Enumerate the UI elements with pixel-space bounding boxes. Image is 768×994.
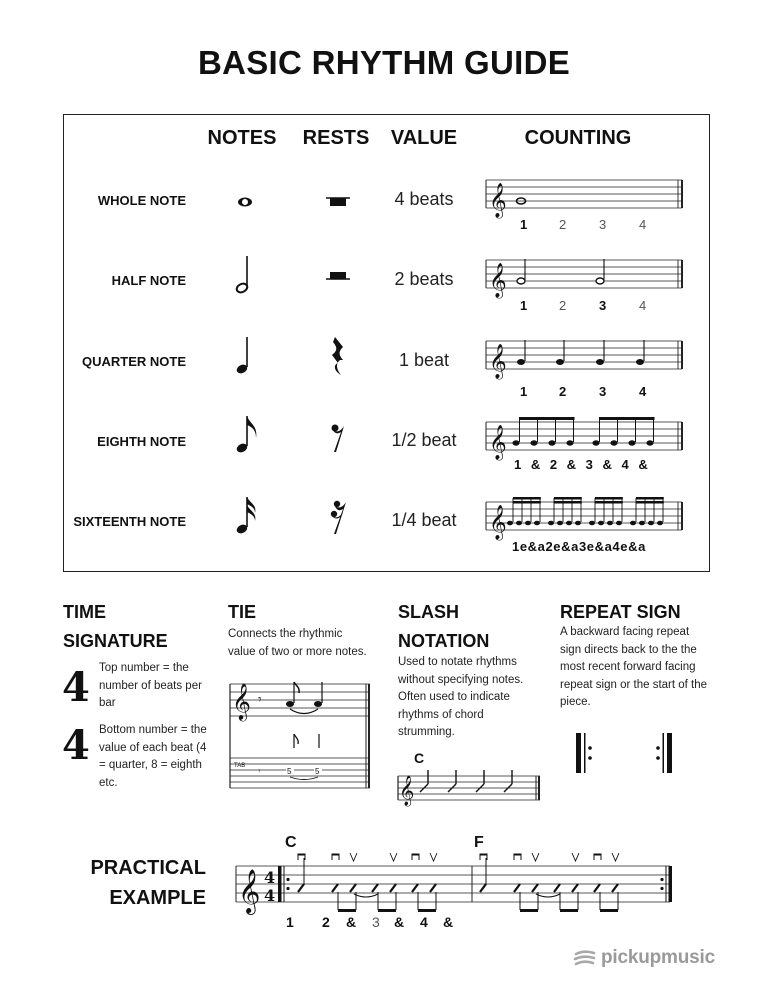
col-counting: COUNTING <box>524 127 632 149</box>
practical-heading-2: EXAMPLE <box>109 887 206 909</box>
sixteenth-beam-2-a <box>595 497 623 500</box>
half-note-mark-0 <box>517 278 525 284</box>
counting-row-quarter <box>480 384 690 400</box>
sixteenth-note-mark-4 <box>548 521 554 526</box>
counting-row-half <box>480 298 690 314</box>
eighth-note-mark-0 <box>512 440 519 445</box>
value-sixteenth: 1/4 beat <box>391 510 457 530</box>
slash-beam-b1-0 <box>520 909 538 912</box>
sixteenth-note-mark-5 <box>557 521 563 526</box>
practical-count-1: 2 <box>322 914 330 930</box>
eighth-beam-2 <box>599 417 655 420</box>
sixteenth-note-mark-2 <box>525 521 531 526</box>
quarter-note-icon <box>220 331 270 381</box>
count-beat-0-2: 3 <box>599 217 607 232</box>
brand-name: pickupmusic <box>601 947 715 968</box>
tab-label: TAB <box>234 763 246 769</box>
counting-row-whole <box>480 217 690 233</box>
slash-beam-b1-2 <box>600 909 618 912</box>
slash-note-b1-3 <box>554 884 560 892</box>
tab-fret-1: 5 <box>287 767 292 776</box>
count-beat-1-1: 2 <box>559 298 567 313</box>
counting-staff-4 <box>486 497 682 541</box>
practical-chord-2: F <box>474 834 484 851</box>
upstroke-icon <box>350 853 357 861</box>
eighth-note-mark-4 <box>592 440 599 445</box>
row-label-half: HALF NOTE <box>111 273 186 288</box>
time-sig-bottom-desc: Bottom number = the value of each beat (4 = quarter, 8 = eighth etc. <box>99 724 207 789</box>
sixteenth-note-mark-14 <box>648 521 654 526</box>
slash-note-b1-0 <box>480 884 486 892</box>
sixteenth-beam-1-a <box>554 497 582 500</box>
practical-count-3: 3 <box>372 914 380 930</box>
practical-count-0: 1 <box>286 914 294 930</box>
half-note-icon <box>220 250 270 300</box>
svg-text:𝄞: 𝄞 <box>399 776 415 806</box>
time-sig-bottom-number: 4 <box>62 722 90 769</box>
slash-note-b0-2 <box>350 884 356 892</box>
quarter-note-mark-3 <box>636 359 644 365</box>
treble-clef-icon: 𝄞 <box>238 869 261 913</box>
slash-tie-b0 <box>354 894 378 897</box>
row-label-whole: WHOLE NOTE <box>97 193 186 208</box>
sixteenth-note-mark-10 <box>607 521 613 526</box>
sixteenth-beam-3-a <box>636 497 664 500</box>
practical-count-2: & <box>346 914 357 930</box>
col-notes: NOTES <box>207 127 277 149</box>
sixteenth-note-mark-11 <box>616 521 622 526</box>
slash-example-notation <box>396 770 542 810</box>
practical-heading-1: PRACTICAL <box>90 857 206 879</box>
practical-repeat-dot-1 <box>286 878 289 881</box>
treble-clef-icon: 𝄞 <box>489 425 507 460</box>
value-eighth: 1/2 beat <box>391 430 457 450</box>
upstroke-icon <box>430 853 437 861</box>
repeat-heading: REPEAT SIGN <box>560 602 681 622</box>
eighth-note-icon <box>220 410 270 460</box>
count-beat-0-3: 4 <box>639 217 647 232</box>
eighth-note-mark-7 <box>646 440 653 445</box>
svg-text:𝄾: 𝄾 <box>258 692 262 708</box>
treble-clef-icon: 𝄞 <box>489 263 507 298</box>
eighth-note-mark-1 <box>530 440 537 445</box>
sixteenth-beam-2-b <box>595 501 623 504</box>
svg-text:𝄞: 𝄞 <box>232 682 251 720</box>
forward-repeat-sign-icon <box>572 731 604 775</box>
slash-beam-b0-0 <box>338 909 356 912</box>
sixteenth-note-mark-15 <box>657 521 663 526</box>
quarter-rest-icon <box>313 333 363 383</box>
sixteenth-beam-0-b <box>513 501 541 504</box>
practical-count-5: 4 <box>420 914 428 930</box>
sixteenth-beam-3-b <box>636 501 664 504</box>
counting-eighth: 1 & 2 & 3 & 4 & <box>514 457 649 472</box>
sixteenth-note-mark-12 <box>630 521 636 526</box>
eighth-note-mark-2 <box>548 440 555 445</box>
counting-staff-0 <box>486 180 682 219</box>
sixteenth-note-mark-9 <box>598 521 604 526</box>
slash-note-b1-6 <box>612 884 618 892</box>
time-sig-top-number: 4 <box>62 664 90 711</box>
slash-beam-b0-1 <box>378 909 396 912</box>
practical-counting <box>234 914 674 934</box>
slash-note-b0-5 <box>412 884 418 892</box>
eighth-note-mark-3 <box>566 440 573 445</box>
sixteenth-note-mark-3 <box>534 521 540 526</box>
backward-repeat-sign-icon <box>650 731 682 775</box>
upstroke-icon <box>572 853 579 861</box>
practical-count-6: & <box>443 914 454 930</box>
downstroke-bar-icon <box>480 854 487 856</box>
practical-time-sig-bottom: 4 <box>264 886 276 905</box>
sixteenth-note-mark-1 <box>516 521 522 526</box>
slash-note-b0-4 <box>390 884 396 892</box>
whole-rest-icon <box>313 178 363 228</box>
count-beat-0-0: 1 <box>520 217 528 232</box>
sixteenth-note-mark-13 <box>639 521 645 526</box>
sixteenth-note-mark-6 <box>566 521 572 526</box>
quarter-note-mark-2 <box>596 359 604 365</box>
half-rest-icon <box>313 258 363 308</box>
count-beat-1-2: 3 <box>599 298 607 313</box>
time-sig-top-desc: Top number = the number of beats per bar <box>99 662 202 709</box>
counting-sixteenth: 1e&a2e&a3e&a4e&a <box>512 539 646 554</box>
count-beat-2-1: 2 <box>559 384 567 399</box>
count-beat-0-1: 2 <box>559 217 567 232</box>
eighth-note-mark-5 <box>610 440 617 445</box>
downstroke-bar-icon <box>298 854 305 856</box>
count-beat-2-2: 3 <box>599 384 607 399</box>
slash-note-b1-5 <box>594 884 600 892</box>
pickupmusic-logo-icon <box>572 947 598 971</box>
half-note-mark-1 <box>596 278 604 284</box>
tie-example-notation <box>226 676 374 796</box>
practical-repeat-start-thick <box>278 866 282 902</box>
page-title: BASIC RHYTHM GUIDE <box>197 44 571 81</box>
upstroke-icon <box>612 853 619 861</box>
eighth-rest-icon <box>313 414 363 464</box>
practical-repeat-end-dot-2 <box>660 887 663 890</box>
sixteenth-note-mark-8 <box>589 521 595 526</box>
practical-chord-1: C <box>285 834 297 851</box>
tie-heading: TIE <box>228 602 257 622</box>
downstroke-bar-icon <box>412 854 419 856</box>
slash-chord-label: C <box>414 750 425 766</box>
practical-example-notation <box>234 852 674 918</box>
eighth-beam-1 <box>519 417 575 420</box>
sixteenth-rest-icon <box>313 494 363 544</box>
counting-staff-1 <box>486 259 682 299</box>
count-beat-2-3: 4 <box>639 384 647 399</box>
slash-note-b1-2 <box>532 884 538 892</box>
counting-staff-2 <box>486 340 682 380</box>
whole-note-icon <box>220 178 270 228</box>
col-value: VALUE <box>390 127 458 149</box>
slash-note-b1-4 <box>572 884 578 892</box>
sixteenth-beam-0-a <box>513 497 541 500</box>
slash-tie-b1 <box>536 894 560 897</box>
row-label-sixteenth: SIXTEENTH NOTE <box>73 514 186 529</box>
counting-staff-3 <box>486 417 682 461</box>
treble-clef-icon: 𝄞 <box>489 505 507 540</box>
treble-clef-icon: 𝄞 <box>489 183 507 218</box>
downstroke-bar-icon <box>514 854 521 856</box>
row-label-eighth: EIGHTH NOTE <box>97 434 186 449</box>
count-beat-2-0: 1 <box>520 384 528 399</box>
upstroke-icon <box>532 853 539 861</box>
slash-heading-2: NOTATION <box>398 631 490 651</box>
tab-fret-2: 5 <box>315 767 320 776</box>
tie-desc: Connects the rhythmic value of two or more notes. <box>228 628 367 658</box>
col-rests: RESTS <box>302 127 370 149</box>
slash-note-b0-1 <box>332 884 338 892</box>
slash-beam-b0-2 <box>418 909 436 912</box>
practical-repeat-end-thick <box>669 866 673 902</box>
value-quarter: 1 beat <box>398 350 450 370</box>
sixteenth-note-mark-0 <box>507 521 513 526</box>
slash-beam-b1-1 <box>560 909 578 912</box>
slash-note-b1-1 <box>514 884 520 892</box>
treble-clef-icon: 𝄞 <box>489 344 507 379</box>
practical-time-sig-top: 4 <box>264 868 276 887</box>
downstroke-bar-icon <box>332 854 339 856</box>
sixteenth-note-icon <box>220 491 270 541</box>
count-beat-1-0: 1 <box>520 298 528 313</box>
upstroke-icon <box>390 853 397 861</box>
practical-repeat-end-dot-1 <box>660 878 663 881</box>
row-label-quarter: QUARTER NOTE <box>82 354 186 369</box>
svg-text:𝄾: 𝄾 <box>258 767 261 777</box>
slash-note-b0-3 <box>372 884 378 892</box>
time-signature-heading-2: SIGNATURE <box>63 631 168 651</box>
slash-heading-1: SLASH <box>398 602 460 622</box>
repeat-desc: A backward facing repeat sign directs back to the the most recent forward facing repeat sign or the start of the piece. <box>560 626 708 708</box>
practical-count-4: & <box>394 914 405 930</box>
eighth-note-mark-6 <box>628 440 635 445</box>
practical-repeat-dot-2 <box>286 887 289 890</box>
slash-note-b0-6 <box>430 884 436 892</box>
slash-note-b0-0 <box>298 884 304 892</box>
downstroke-bar-icon <box>594 854 601 856</box>
sixteenth-note-mark-7 <box>575 521 581 526</box>
quarter-note-mark-1 <box>556 359 564 365</box>
value-half: 2 beats <box>394 269 454 289</box>
count-beat-1-3: 4 <box>639 298 647 313</box>
quarter-note-mark-0 <box>517 359 525 365</box>
value-whole: 4 beats <box>394 189 454 209</box>
sixteenth-beam-1-b <box>554 501 582 504</box>
time-signature-heading-1: TIME <box>63 602 106 622</box>
slash-desc: Used to notate rhythms without specifying notes. Often used to indicate rhythms of chord strumming. <box>398 656 524 738</box>
